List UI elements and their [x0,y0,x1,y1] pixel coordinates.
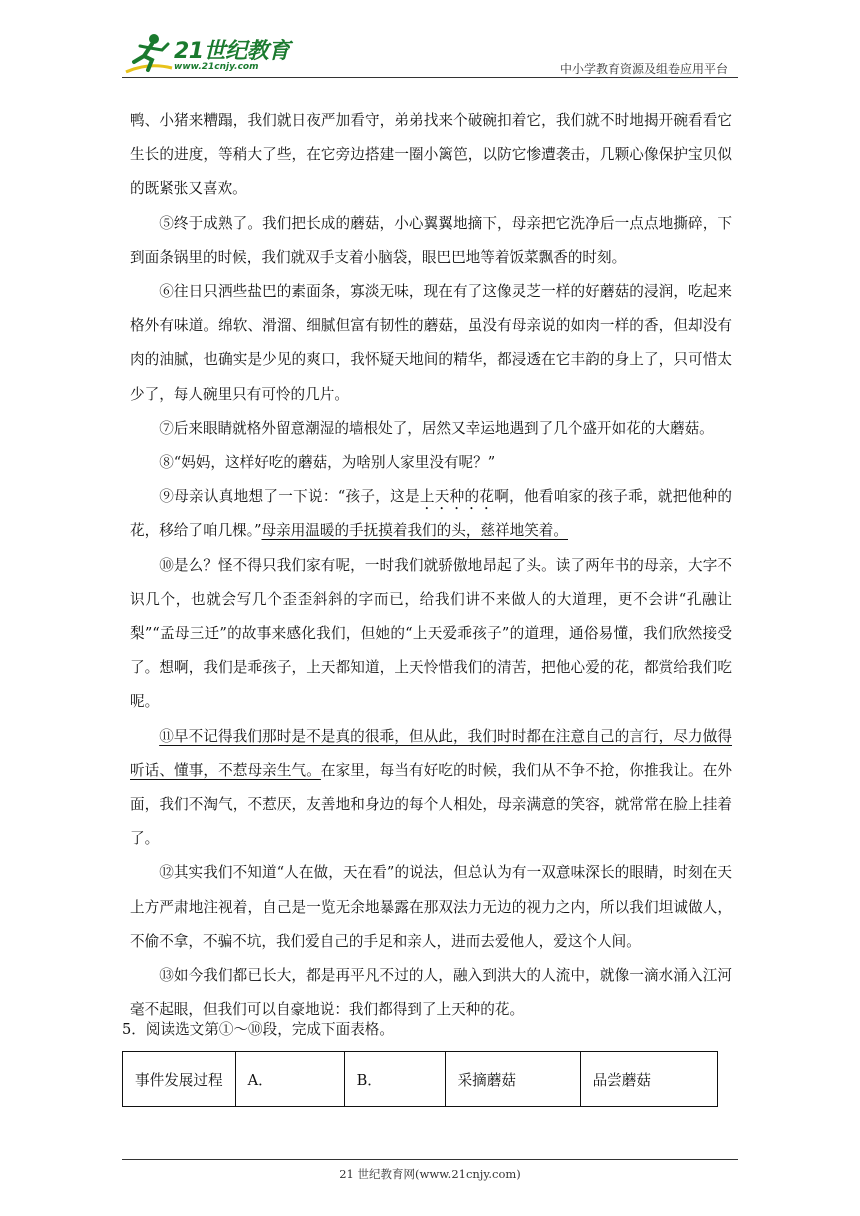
runner-logo-icon [122,32,174,78]
answer-cell-b[interactable]: B． [344,1052,445,1107]
paragraph-9 [130,480,732,548]
paragraph-5: ⑤终于成熟了。我们把长成的蘑菇，小心翼翼地摘下，母亲把它洗净后一点点地撕碎，下到面条锅里的时候，我们就双手支着小脑袋，眼巴巴地等着饭菜飘香的时刻。 [130,214,732,266]
paragraph-13: ⑬如今我们都已长大，都是再平凡不过的人，融入到洪大的人流中，就像一滴水涌入江河毫不起眼，但我们可以自豪地说：我们都得到了上天种的花。 [130,967,732,1019]
paragraph-8: ⑧“妈妈，这样好吃的蘑菇，为啥别人家里没有呢？” [159,454,496,472]
underlined-sentence: 母亲用温暖的手抚摸着我们的头，慈祥地笑着。 [261,522,568,540]
question-5: 5．阅读选文第①～⑩段，完成下面表格。 [122,1021,394,1038]
paragraph-continuation: 鸭、小猪来糟蹋，我们就日夜严加看守，弟弟找来个破碗扣着它，我们就不时地揭开碗看看它生长的进度，等稍大了些，在它旁边搭建一圈小篱笆，以防它惨遭袭击，几颗心像保护宝贝似的既紧张又喜欢。 [130,112,732,198]
paragraph-12: ⑫其实我们不知道“人在做，天在看”的说法，但总认为有一双意味深长的眼睛，时刻在天上方严肃地注视着，自己是一览无余地暴露在那双法力无边的视力之内，所以我们坦诚做人，不偷不拿，不骗不坑，我们爱自己的手足和亲人，进而去爱他人，爱这个人间。 [130,864,732,950]
paragraph-10: ⑩是么？怪不得只我们家有呢，一时我们就骄傲地昂起了头。读了两年书的母亲，大字不识几个，也就会写几个歪歪斜斜的字而已，给我们讲不来做人的大道理，更不会讲“孔融让梨”“孟母三迁”的故事来感化我们，但她的“上天爱乖孩子”的道理，通俗易懂，我们欣然接受了。想啊，我们是乖孩子，上天都知道，上天怜惜我们的清苦，把他心爱的花，都赏给我们吃呢。 [130,556,732,711]
paragraph-7: ⑦后来眼睛就格外留意潮湿的墙根处了，居然又幸运地遇到了几个盛开如花的大蘑菇。 [159,419,714,437]
table-cell-tasting: 品尝蘑菇 [580,1052,717,1107]
paragraph-9-text-a: ⑨母亲认真地想了一下说：“孩子，这是 [159,488,420,506]
event-table [122,1051,718,1107]
answer-cell-a[interactable]: A． [235,1052,344,1107]
table-row [123,1052,718,1107]
paragraph-11-text-b: 在家里，每当有好吃的时候，我们从不争不抢，你推我让。在外面，我们不淘气，不惹厌，友善地和身边的每个人相处，母亲满意的笑容，就常常在脸上挂着了。 [130,761,732,848]
paragraph-9-text-c: 啊，他看咱家的孩子乖，就把他种的花，移给了咱几棵。” [130,488,732,540]
article-body [130,104,732,1027]
paragraph-6: ⑥往日只洒些盐巴的素面条，寡淡无味，现在有了这像灵芝一样的好蘑菇的浸润，吃起来格外有味道。绵软、滑溜、细腻但富有韧性的蘑菇，虽没有母亲说的如肉一样的香，但却没有肉的油腻，也确实是少见的爽口，我怀疑天地间的精华，都浸透在它丰韵的身上了，只可惜太少了，每人碗里只有可怜的几片。 [130,283,732,403]
table-cell-picking: 采摘蘑菇 [445,1052,580,1107]
underlined-sentence: ⑪早不记得我们那时是不是真的很乖，但从此，我们时时都在注意自己的言行，尽力做得听话、懂事，不惹母亲生气。 [130,727,732,779]
header-tagline: 中小学教育资源及组卷应用平台 [559,62,728,76]
logo-url: www.21cnjy.com [174,62,259,72]
table-header-cell: 事件发展过程 [123,1052,236,1107]
page-header [122,28,738,78]
footer-divider [122,1159,738,1160]
logo-text: 21世纪教育 [174,39,290,64]
emphasized-phrase: 上天种的花 [419,488,495,506]
site-logo[interactable] [122,32,312,78]
page-footer[interactable]: 21 世纪教育网(www.21cnjy.com) [339,1167,521,1181]
paragraph-11 [130,720,732,857]
header-divider [122,77,738,78]
